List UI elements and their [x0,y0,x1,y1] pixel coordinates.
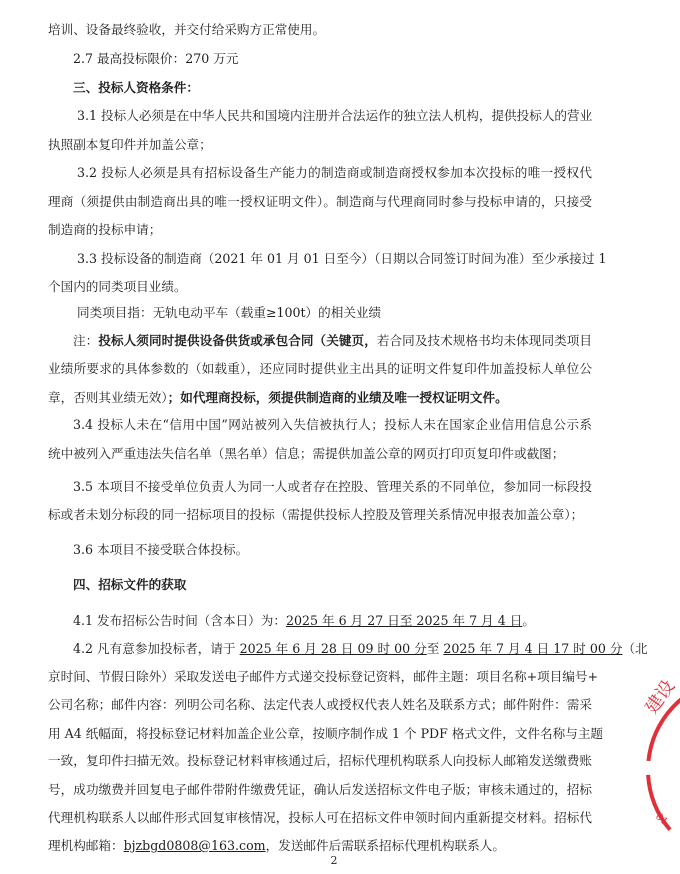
red-seal-stamp [640,670,680,874]
underlined-text: bjzbgd0808@163.com [123,838,266,853]
text-segment: 号，成功缴费并回复电子邮件带附件缴费凭证，确认后发送招标文件电子版；审核未通过的，招标 [48,782,592,797]
text-line [48,194,592,210]
text-line [48,22,325,38]
bold-text: 三、投标人资格条件： [73,80,199,95]
svg-text:建设: 建设 [641,676,680,718]
text-segment: 注： [73,333,99,348]
text-line [77,251,607,267]
text-line [48,390,508,406]
text-segment: 2.7 最高投标限价：270 万元 [73,51,239,66]
text-line [48,137,212,153]
text-line [48,222,161,238]
text-segment: 标或者未划分标段的同一招标项目的投标（需提供投标人控股及管理关系情况申报表加盖公章）； [48,507,584,522]
text-line [73,542,248,558]
text-line [73,479,592,495]
text-line [48,279,187,295]
text-segment: 执照副本复印件并加盖公章； [48,137,212,152]
text-line [48,669,599,685]
text-line [73,51,238,67]
text-segment: 若合同及技术规格书均未体现同类项目 [376,333,593,348]
bold-text: ；如代理商投标，须提供制造商的业绩及唯一授权证明文件。 [167,390,508,405]
text-segment: 。 [522,613,535,628]
text-line [48,838,505,854]
text-segment: 3.4 投标人未在“信用中国”网站被列入失信被执行人；投标人未在国家企业信用信息公示系 [73,417,592,432]
text-line [73,417,592,433]
text-line [73,613,535,629]
underlined-text: 2025 年 6 月 27 日至 2025 年 7 月 4 日 [285,613,523,628]
text-segment: 3.5 本项目不接受单位负责人为同一人或者存在控股、管理关系的不同单位，参加同一标段投 [73,479,592,494]
text-segment: 统中被列入严重违法失信名单（黑名单）信息；需提供加盖公章的网页打印页复印件或截图； [48,446,565,461]
text-segment: ，发送邮件后需联系招标代理机构联系人。 [265,838,505,853]
text-line [48,810,592,826]
text-line [73,80,199,96]
text-segment: 4.1 发布招标公告时间（含本日）为： [73,613,286,628]
text-segment: 一致，复印件扫描无效。投标登记材料审核通过后，招标代理机构联系人向投标人邮箱发送缴费账 [48,753,592,768]
text-segment: 3.1 投标人必须是在中华人民共和国境内注册并合法运作的独立法人机构，提供投标人的营业 [77,108,593,123]
text-segment: 用 A4 纸幅面，将投标登记材料加盖企业公章，按顺序制作成 1 个 PDF 格式文件，文件名称与主题 [48,726,604,741]
text-segment: 代理机构联系人以邮件形式回复审核情况，投标人可在招标文件申领时间内重新提交材料。招标代 [48,810,592,825]
text-segment: 公司名称；邮件内容：列明公司名称、法定代表人或授权代表人姓名及联系方式；邮件附件：需采 [48,697,592,712]
text-segment: 业绩所要求的具体参数的（如载重），还应同时提供业主出具的证明文件复印件加盖投标人单位公 [48,361,592,376]
text-segment: 理商（须提供由制造商出具的唯一授权证明文件）。制造商与代理商同时参与投标申请的，只接受 [48,194,592,209]
text-segment: 3.3 投标设备的制造商（2021 年 01 月 01 日至今）（日期以合同签订时间为准）至少承接过 1 [77,251,607,266]
underlined-text: 2025 年 7 月 4 日 17 时 00 分 [443,641,623,656]
bold-text: 四、招标文件的获取 [73,577,187,592]
text-segment: 3.2 投标人必须是具有招标设备生产能力的制造商或制造商授权参加本次投标的唯一授权代 [77,165,592,180]
svg-text:01: 01 [653,811,670,828]
text-segment: 个国内的同类项目业绩。 [48,279,187,294]
text-line [73,577,186,593]
page-number: 2 [330,854,338,867]
underlined-text: 2025 年 6 月 28 日 09 时 00 分 [239,641,427,656]
text-segment: 3.6 本项目不接受联合体投标。 [73,542,249,557]
text-line [77,108,592,124]
text-line [48,726,604,742]
text-segment: 同类项目指：无轨电动平车（载重≥100t）的相关业绩 [77,305,382,320]
text-line [48,782,592,798]
text-segment: 至 [426,641,444,656]
text-line [77,165,592,181]
text-line [73,333,592,349]
text-line [48,446,564,462]
text-segment: 京时间、节假日除外）采取发送电子邮件方式递交投标登记资料，邮件主题：项目名称+项目编号+ [48,669,599,684]
text-line [73,641,648,657]
text-line [48,697,592,713]
bold-text: 投标人须同时提供设备供货或承包合同（关键页， [98,333,377,348]
text-segment: 培训、设备最终验收，并交付给采购方正常使用。 [48,22,326,37]
text-line [48,753,592,769]
text-segment: 4.2 凡有意参加投标者，请于 [73,641,240,656]
text-line [48,507,583,523]
text-segment: 制造商的投标申请； [48,222,162,237]
text-line [48,361,592,377]
text-segment: 理机构邮箱： [48,838,124,853]
text-line [77,305,381,321]
text-segment: 章，否则其业绩无效） [48,390,168,405]
text-segment: （北 [622,641,648,656]
